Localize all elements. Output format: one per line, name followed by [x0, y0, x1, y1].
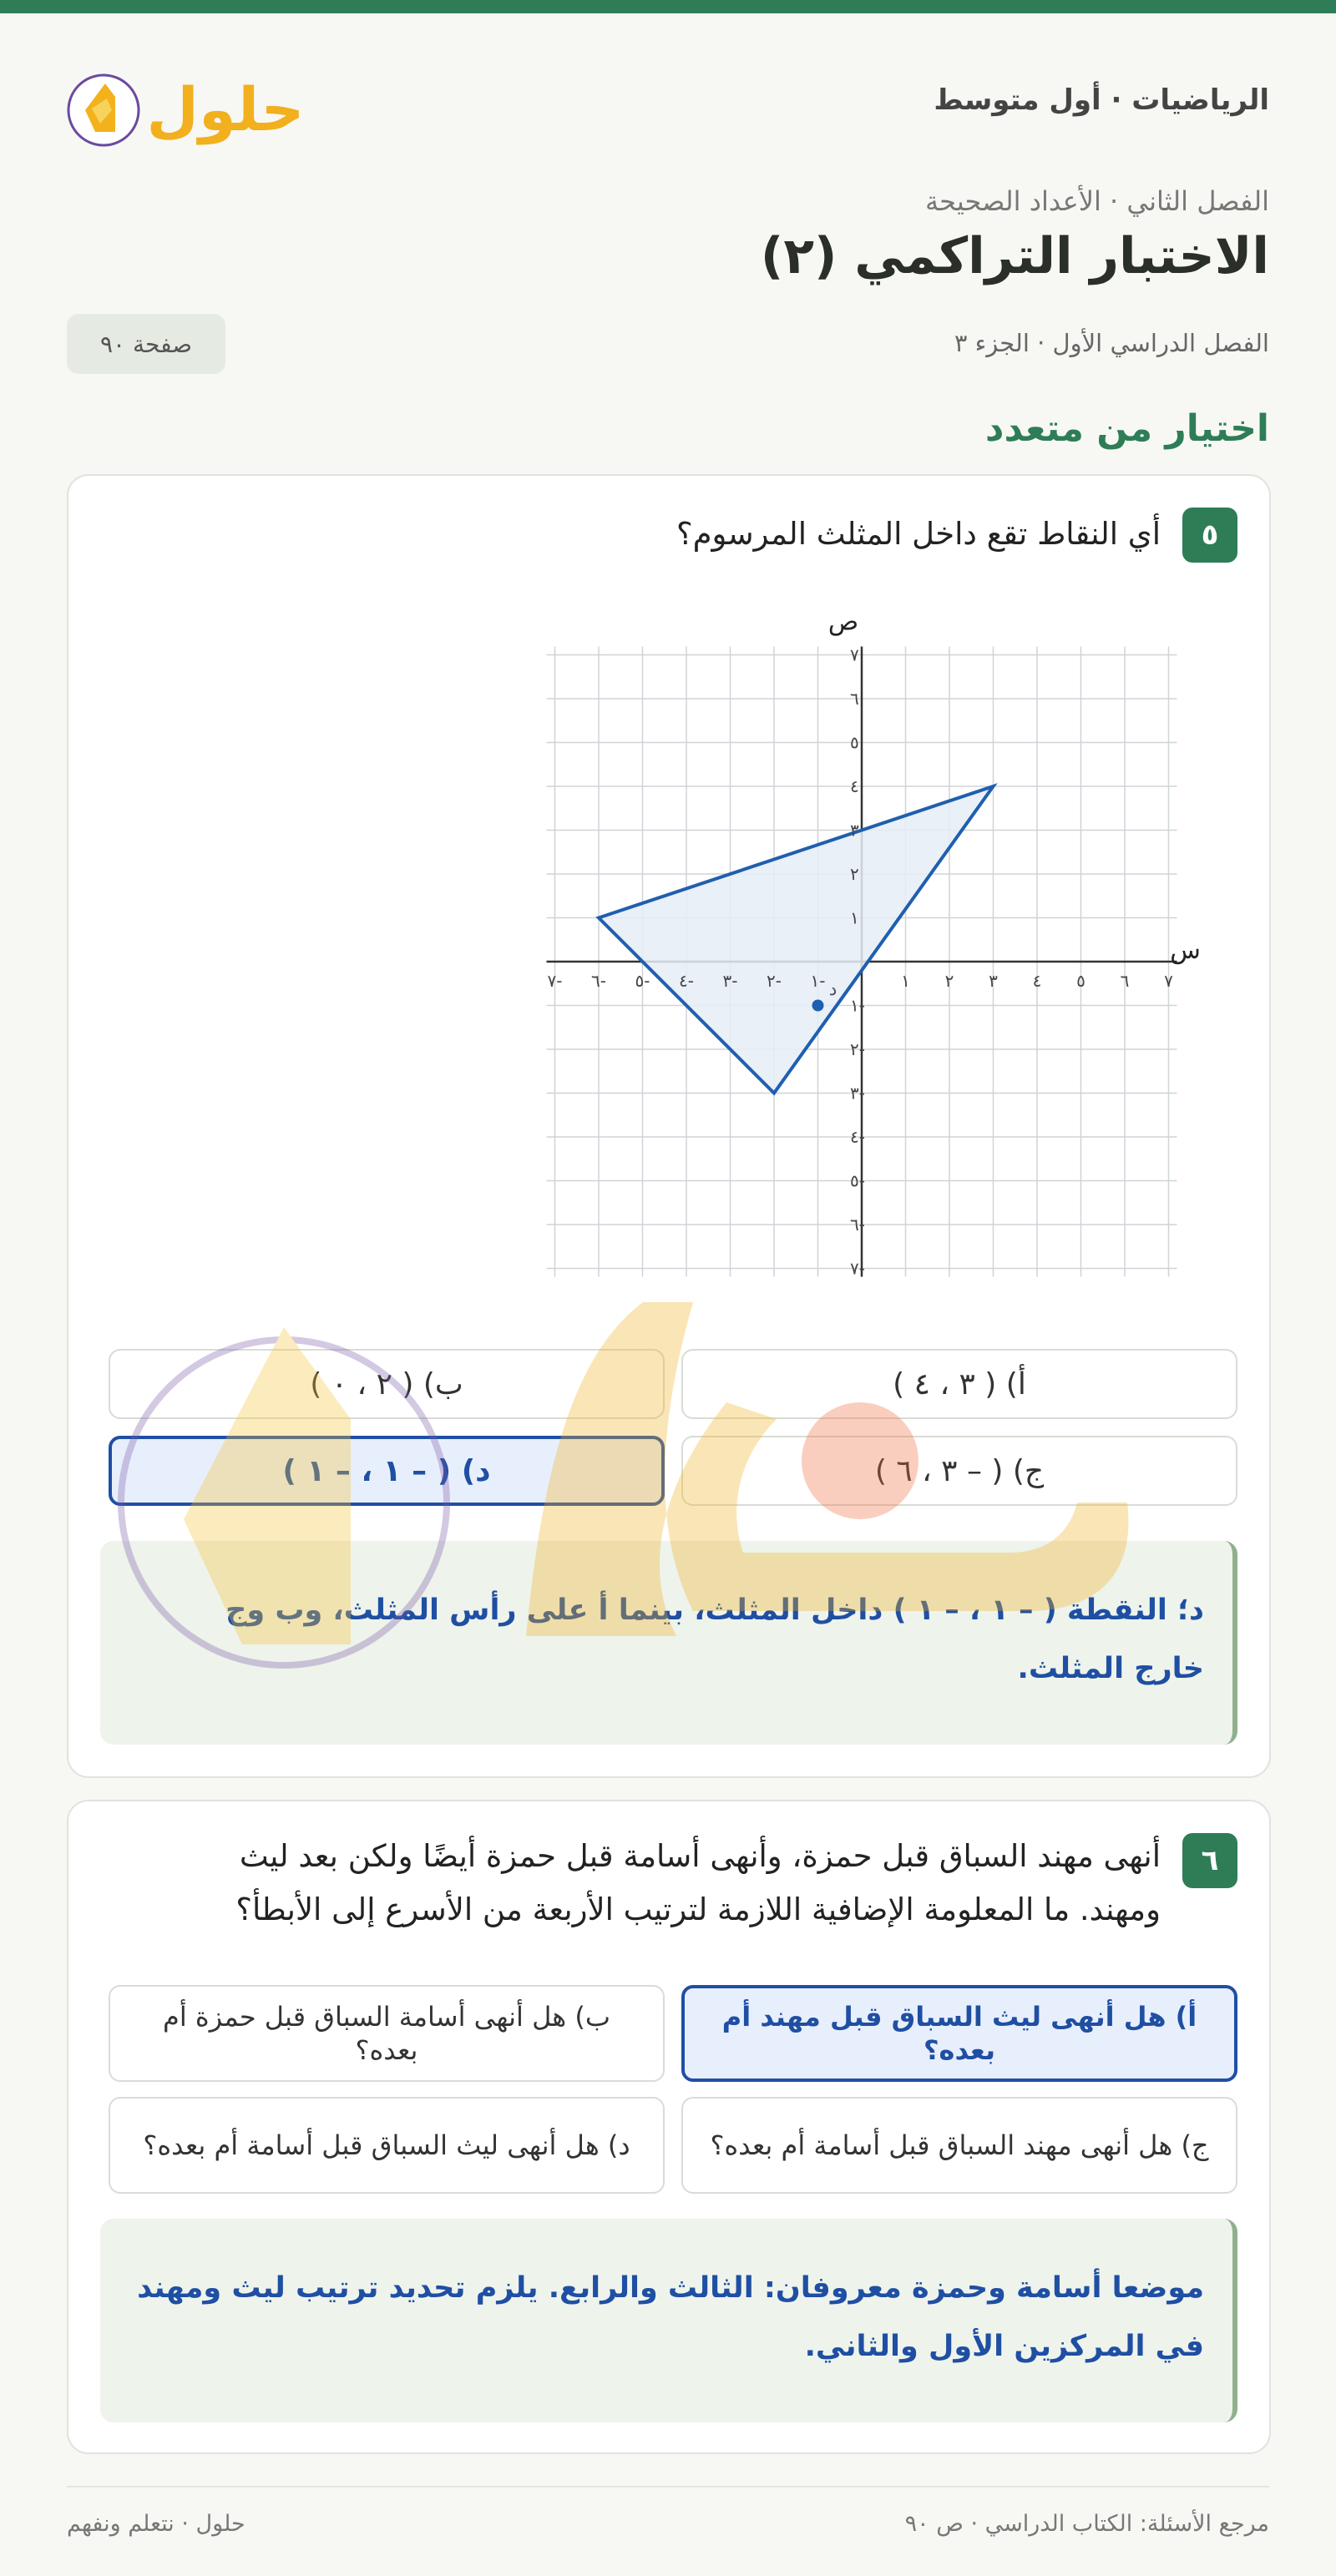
footer-brand: حلول · نتعلم ونفهم [67, 2511, 245, 2537]
x-tick-label: ٧ [1164, 971, 1173, 991]
x-tick-label: ١ [901, 971, 910, 991]
question-text [235, 1830, 1161, 1937]
question-card-6 [67, 1800, 1271, 2454]
answer-explanation [100, 2219, 1237, 2422]
answer-explanation [100, 1541, 1237, 1745]
term-label: الفصل الدراسي الأول · الجزء ٣ [954, 329, 1269, 357]
coordinate-plane [544, 584, 1263, 1336]
top-accent-bar [0, 0, 1336, 13]
x-tick-label: -٣ [722, 971, 738, 991]
option-c[interactable]: ج) ( – ٣ ، ٦ ) [681, 1436, 1237, 1506]
question-card-5 [67, 474, 1271, 1778]
y-tick-label: ٣ [850, 820, 859, 841]
option-a-selected[interactable]: أ) هل أنهى ليث السباق قبل مهند أم بعده؟ [681, 1985, 1237, 2082]
footer-source: مرجع الأسئلة: الكتاب الدراسي · ص ٩٠ [904, 2511, 1269, 2537]
section-title: اختيار من متعدد [984, 407, 1269, 450]
x-tick-label: -١ [810, 971, 826, 991]
y-tick-label: ٦ [850, 689, 859, 709]
y-tick-label: -٧ [850, 1258, 865, 1279]
explanation-line-2: في المركزين الأول والثاني. [804, 2330, 1204, 2363]
page-header [67, 58, 1269, 159]
page-title: الاختبار التراكمي (٢) [760, 227, 1269, 285]
y-tick-label: -٤ [850, 1127, 865, 1147]
x-tick-label: ٥ [1076, 971, 1086, 991]
option-b[interactable]: ب) ( ٢ ، ٠ ) [109, 1349, 665, 1419]
x-tick-label: ٦ [1120, 971, 1130, 991]
footer-divider [67, 2486, 1269, 2488]
explanation-line-1: د؛ النقطة ( – ١ ، – ١ ) داخل المثلث، بينما أ على رأس المثلث، وب وج [225, 1594, 1204, 1627]
option-a[interactable]: أ) ( ٣ ، ٤ ) [681, 1349, 1237, 1419]
y-tick-label: -١ [850, 995, 865, 1016]
y-tick-label: -٣ [850, 1083, 865, 1104]
y-tick-label: -٥ [850, 1170, 865, 1191]
explanation-line-1: موضعا أسامة وحمزة معروفان: الثالث والرابع. يلزم تحديد ترتيب ليث ومهند [137, 2271, 1204, 2305]
question-number-badge: ٦ [1182, 1833, 1237, 1888]
option-c[interactable]: ج) هل أنهى مهند السباق قبل أسامة أم بعده؟ [681, 2097, 1237, 2194]
explanation-line-2: خارج المثلث. [1017, 1652, 1204, 1685]
x-tick-label: -٢ [767, 971, 782, 991]
x-tick-label: -٥ [635, 971, 650, 991]
y-tick-label: -٢ [850, 1039, 865, 1059]
y-tick-label: ٤ [850, 776, 859, 796]
option-d-selected[interactable]: د) ( – ١ ، – ١ ) [109, 1436, 665, 1506]
question-text-line-2: ومهند. ما المعلومة الإضافية اللازمة لترتيب الأربعة من الأسرع إلى الأبطأ؟ [235, 1892, 1161, 1927]
x-tick-label: ٢ [944, 971, 954, 991]
x-tick-label: ٣ [989, 971, 998, 991]
y-tick-label: ٧ [850, 644, 859, 665]
question-text-line-1: أنهى مهند السباق قبل حمزة، وأنهى أسامة قبل حمزة أيضًا ولكن بعد ليث [239, 1838, 1161, 1874]
y-axis-label: ص [827, 607, 859, 637]
chapter-label: الفصل الثاني · الأعداد الصحيحة [925, 185, 1269, 217]
triangle-shape [599, 786, 994, 1094]
subject-label: الرياضيات · أول متوسط [934, 83, 1269, 117]
svg-text:حلول: حلول [146, 74, 305, 144]
question-text: أي النقاط تقع داخل المثلث المرسوم؟ [676, 516, 1161, 552]
y-tick-label: ١ [850, 907, 859, 928]
x-tick-label: ٤ [1032, 971, 1042, 991]
hulul-logo[interactable] [67, 58, 309, 150]
x-tick-label: -٤ [679, 971, 694, 991]
y-tick-label: ٥ [850, 732, 859, 753]
y-tick-label: ٢ [850, 864, 859, 884]
x-tick-label: -٦ [591, 971, 606, 991]
question-number-badge: ٥ [1182, 508, 1237, 563]
point-d [812, 1000, 824, 1012]
page-number-badge: صفحة ٩٠ [67, 314, 225, 374]
x-axis-label: س [1170, 936, 1201, 965]
point-d-label: د [828, 979, 838, 1001]
option-b[interactable]: ب) هل أنهى أسامة السباق قبل حمزة أم بعده؟ [109, 1985, 665, 2082]
y-tick-label: -٦ [850, 1215, 865, 1235]
option-d[interactable]: د) هل أنهى ليث السباق قبل أسامة أم بعده؟ [109, 2097, 665, 2194]
x-tick-label: -٧ [547, 971, 563, 991]
